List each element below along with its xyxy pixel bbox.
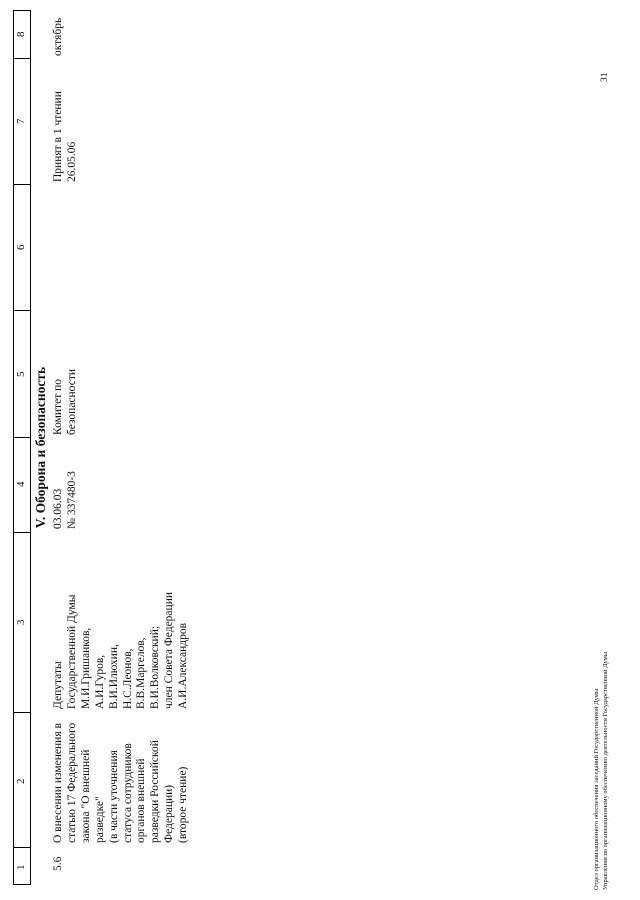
column-number: 8 bbox=[15, 31, 27, 37]
bill-status: Принят в 1 чтении 26.05.06 bbox=[52, 91, 78, 182]
planned-month: октябрь bbox=[52, 17, 64, 56]
column-divider bbox=[13, 884, 30, 885]
column-divider bbox=[13, 437, 30, 438]
column-number: 4 bbox=[15, 481, 27, 487]
footer-line-1: Отдел организационного обеспечения заседаний Государственной Думы bbox=[593, 688, 600, 890]
column-divider bbox=[13, 310, 30, 311]
column-divider bbox=[13, 847, 30, 848]
column-divider bbox=[13, 712, 30, 713]
bill-authors: Депутаты Государственной Думы М.И.Гришанков, А.И.Гуров, В.И.Илюхин, Н.С.Леонов, В.В.Маргелов, В.И.Волковский; член Совета Федерации А.И.Александров bbox=[52, 592, 190, 709]
bill-date-number: 03.06.03 № 337480-3 bbox=[52, 471, 78, 529]
row-number: 5.6 bbox=[52, 856, 64, 871]
column-divider bbox=[13, 532, 30, 533]
table-top-border bbox=[13, 10, 14, 885]
section-title: V. Оборона и безопасность bbox=[33, 366, 48, 529]
column-number: 3 bbox=[15, 619, 27, 625]
footer-line-2: Управления по организационному обеспечению деятельности Государственной Думы bbox=[602, 651, 609, 890]
column-number: 5 bbox=[15, 371, 27, 377]
responsible-committee: Комитет по безопасности bbox=[52, 368, 78, 435]
column-number: 1 bbox=[15, 864, 27, 870]
column-divider bbox=[13, 58, 30, 59]
column-number: 2 bbox=[15, 778, 27, 784]
page-number: 31 bbox=[600, 72, 610, 82]
bill-title: О внесении изменения в статью 17 Федерального закона "О внешней разведке" (в части уточнения статуса сотрудников органов внешней разведки Российской Федерации) (второе чтение) bbox=[52, 722, 190, 843]
column-number: 6 bbox=[15, 244, 27, 250]
column-divider bbox=[13, 184, 30, 185]
column-divider bbox=[13, 10, 30, 11]
bill-table bbox=[13, 10, 640, 885]
header-bottom-border bbox=[30, 10, 31, 885]
column-number: 7 bbox=[15, 118, 27, 124]
